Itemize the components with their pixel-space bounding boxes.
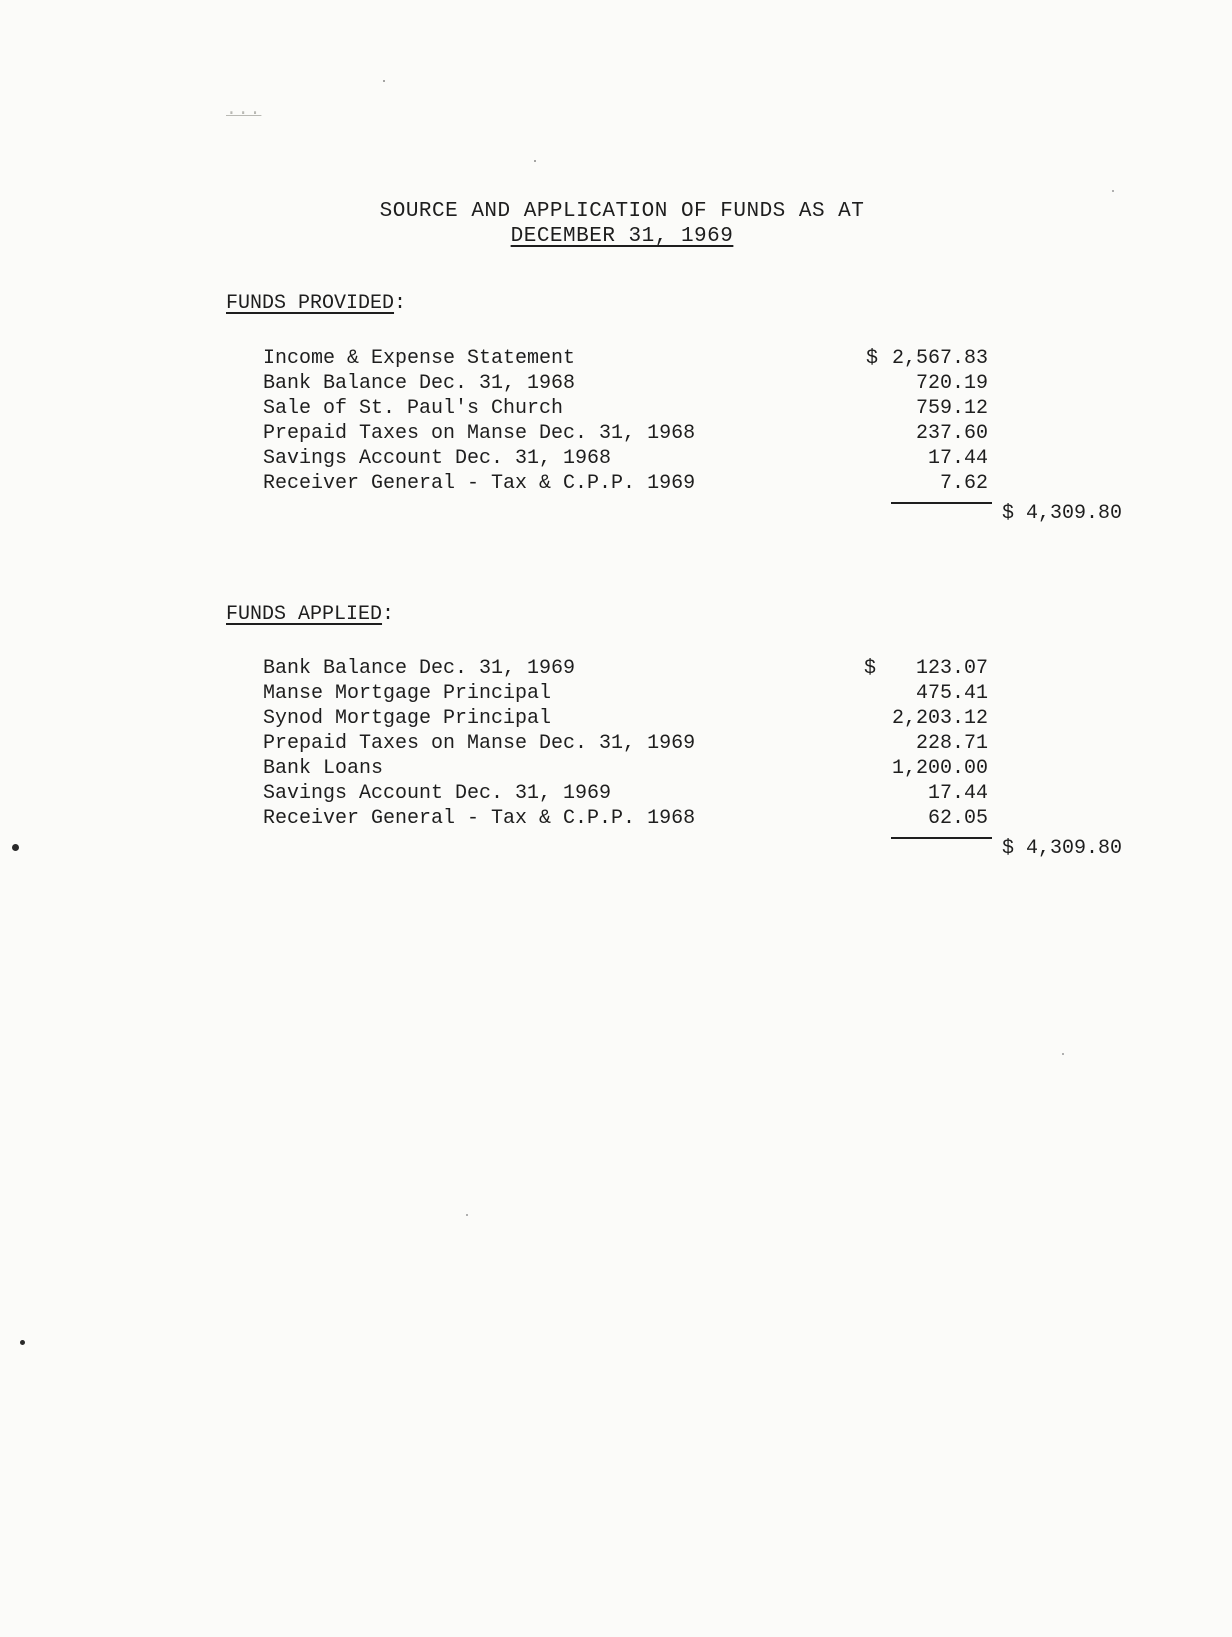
subtotal-rule [891, 502, 992, 504]
currency-symbol: $ [866, 347, 879, 370]
item-label: Savings Account Dec. 31, 1969 [263, 782, 612, 805]
paper-speck [20, 1340, 25, 1345]
list-item [263, 421, 1003, 446]
item-label: Receiver General - Tax & C.P.P. 1969 [263, 472, 696, 495]
item-label: Savings Account Dec. 31, 1968 [263, 447, 612, 470]
list-item [263, 656, 1003, 681]
item-amount: 237.60 [915, 422, 988, 445]
item-label: Bank Loans [263, 757, 384, 780]
paper-speck [12, 844, 19, 851]
faded-header-value: ... [226, 100, 262, 120]
list-item [263, 396, 1003, 421]
item-amount: 720.19 [915, 372, 988, 395]
item-amount: 17.44 [927, 447, 988, 470]
paper-speck [383, 80, 385, 82]
list-item [263, 446, 1003, 471]
faded-header-text [226, 100, 261, 120]
item-amount: 7.62 [939, 472, 988, 495]
item-label: Income & Expense Statement [263, 347, 576, 370]
funds-applied-heading [226, 603, 394, 626]
item-amount: 475.41 [915, 682, 988, 705]
paper-speck [1062, 1053, 1064, 1055]
item-label: Sale of St. Paul's Church [263, 397, 564, 420]
item-label: Receiver General - Tax & C.P.P. 1968 [263, 807, 696, 830]
item-label: Synod Mortgage Principal [263, 707, 552, 730]
paper-speck [534, 160, 536, 162]
item-amount: 17.44 [927, 782, 988, 805]
item-label: Manse Mortgage Principal [263, 682, 552, 705]
item-label: Prepaid Taxes on Manse Dec. 31, 1968 [263, 422, 696, 445]
funds-applied-heading-colon: : [382, 603, 395, 626]
item-label: Prepaid Taxes on Manse Dec. 31, 1969 [263, 732, 696, 755]
funds-provided-heading-colon: : [394, 292, 407, 315]
paper-speck [1112, 190, 1114, 192]
list-item [263, 781, 1003, 806]
funds-applied-heading-text: FUNDS APPLIED [226, 603, 383, 626]
item-amount: 2,567.83 [891, 347, 988, 370]
subtotal-rule [891, 837, 992, 839]
item-amount: 228.71 [915, 732, 988, 755]
funds-provided-list [263, 346, 1003, 496]
currency-symbol: $ [864, 657, 877, 680]
list-item [263, 681, 1003, 706]
funds-provided-heading [226, 292, 406, 315]
item-amount: 759.12 [915, 397, 988, 420]
item-label: Bank Balance Dec. 31, 1969 [263, 657, 576, 680]
funds-provided-total: $ 4,309.80 [1002, 502, 1123, 525]
document-date [6, 225, 1232, 248]
list-item [263, 371, 1003, 396]
item-amount: 1,200.00 [891, 757, 988, 780]
item-amount: 62.05 [927, 807, 988, 830]
document-title: SOURCE AND APPLICATION OF FUNDS AS AT [379, 200, 865, 223]
item-label: Bank Balance Dec. 31, 1968 [263, 372, 576, 395]
item-amount: 2,203.12 [891, 707, 988, 730]
document-date-value: DECEMBER 31, 1969 [510, 225, 734, 248]
list-item [263, 756, 1003, 781]
funds-applied-total: $ 4,309.80 [1002, 837, 1123, 860]
list-item [263, 471, 1003, 496]
list-item [263, 806, 1003, 831]
paper-speck [466, 1214, 468, 1216]
list-item [263, 706, 1003, 731]
item-amount: 123.07 [915, 657, 988, 680]
funds-provided-heading-text: FUNDS PROVIDED [226, 292, 395, 315]
list-item [263, 731, 1003, 756]
list-item [263, 346, 1003, 371]
funds-applied-list [263, 656, 1003, 831]
